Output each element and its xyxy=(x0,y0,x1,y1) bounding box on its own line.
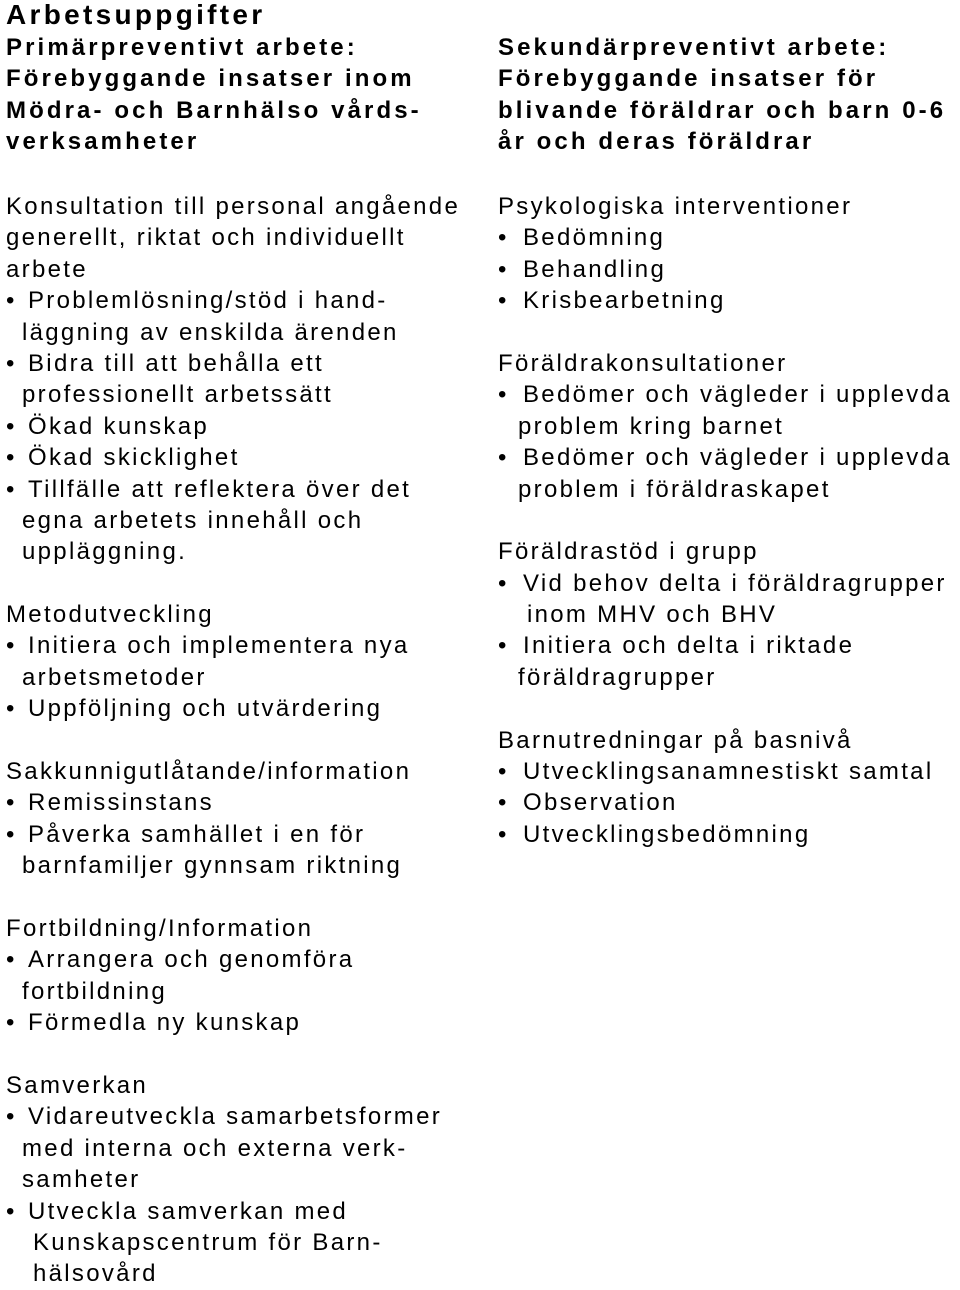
bullet-item xyxy=(6,787,490,818)
bullet-text: Bedömer och vägleder i upplevda xyxy=(523,444,952,472)
bullet-icon xyxy=(498,756,523,787)
bullet-continuation: föräldragrupper xyxy=(518,663,717,691)
bullet-icon xyxy=(498,630,523,661)
section-label: Sakkunnigutlåtande/information xyxy=(6,758,412,786)
section-label: Föräldrastöd i grupp xyxy=(498,538,759,566)
bullet-continuation: läggning av enskilda ärenden xyxy=(22,318,399,346)
section-label: Föräldrakonsultationer xyxy=(498,349,788,377)
bullet-icon xyxy=(498,442,523,473)
bullet-text: Vid behov delta i föräldragrupper xyxy=(523,569,947,597)
bullet-text: Tillfälle att reflektera över det xyxy=(28,475,412,503)
left-heading-line: verksamheter xyxy=(6,128,200,156)
bullet-item xyxy=(6,474,490,505)
section-label: arbete xyxy=(6,255,88,283)
bullet-item xyxy=(498,254,958,285)
section-label: Metodutveckling xyxy=(6,601,214,629)
bullet-icon xyxy=(6,693,28,724)
bullet-item xyxy=(498,819,958,850)
section-barnutredningar xyxy=(498,725,958,851)
left-heading-line: Primärpreventivt arbete: xyxy=(6,34,358,61)
section-konsultation xyxy=(6,191,490,568)
bullet-text: Uppföljning och utvärdering xyxy=(28,695,383,723)
bullet-item xyxy=(6,944,490,975)
bullet-icon xyxy=(6,1196,28,1227)
bullet-item xyxy=(498,756,958,787)
section-label: Samverkan xyxy=(6,1071,149,1099)
section-label: generellt, riktat och individuellt xyxy=(6,224,406,252)
bullet-text: Remissinstans xyxy=(28,789,214,817)
bullet-continuation: uppläggning. xyxy=(22,538,188,566)
bullet-item xyxy=(498,568,958,599)
bullet-icon xyxy=(6,411,28,442)
bullet-icon xyxy=(498,285,523,316)
section-label: Fortbildning/Information xyxy=(6,914,314,942)
right-column xyxy=(498,191,958,850)
bullet-text: Förmedla ny kunskap xyxy=(28,1009,302,1037)
bullet-icon xyxy=(498,379,523,410)
bullet-text: Initiera och implementera nya xyxy=(28,632,410,660)
bullet-item xyxy=(6,1101,490,1132)
bullet-text: Arrangera och genomföra xyxy=(28,946,355,974)
bullet-item xyxy=(6,630,490,661)
bullet-item xyxy=(498,630,958,661)
bullet-item xyxy=(6,1007,490,1038)
bullet-icon xyxy=(6,1101,28,1132)
bullet-item xyxy=(498,379,958,410)
bullet-item xyxy=(6,442,490,473)
bullet-text: Ökad kunskap xyxy=(28,412,210,440)
bullet-continuation: med interna och externa verk- xyxy=(22,1134,408,1162)
bullet-icon xyxy=(6,285,28,316)
bullet-continuation: Kunskapscentrum för Barn- xyxy=(33,1228,383,1256)
bullet-text: Krisbearbetning xyxy=(523,287,726,315)
bullet-continuation: professionellt arbetssätt xyxy=(22,381,333,409)
bullet-icon xyxy=(6,348,28,379)
bullet-item xyxy=(498,442,958,473)
bullet-icon xyxy=(6,819,28,850)
bullet-icon xyxy=(6,442,28,473)
bullet-icon xyxy=(498,787,523,818)
bullet-text: Bedömning xyxy=(523,224,666,252)
bullet-continuation: fortbildning xyxy=(22,977,168,1005)
left-heading xyxy=(6,32,490,158)
right-heading-line: Sekundärpreventivt arbete: xyxy=(498,34,890,61)
left-column xyxy=(6,191,490,1290)
section-metodutveckling xyxy=(6,599,490,725)
bullet-continuation: hälsovård xyxy=(33,1260,158,1288)
bullet-text: Utveckla samverkan med xyxy=(28,1197,349,1225)
bullet-item xyxy=(498,285,958,316)
section-fortbildning xyxy=(6,913,490,1039)
bullet-icon xyxy=(498,568,523,599)
section-foraldrakonsultationer xyxy=(498,348,958,505)
bullet-icon xyxy=(6,1007,28,1038)
bullet-item xyxy=(6,819,490,850)
page-title: Arbetsuppgifter xyxy=(6,0,266,30)
bullet-continuation: arbetsmetoder xyxy=(22,663,207,691)
bullet-text: Behandling xyxy=(523,255,667,283)
bullet-continuation: barnfamiljer gynnsam riktning xyxy=(22,852,403,880)
bullet-item xyxy=(6,348,490,379)
bullet-continuation: samheter xyxy=(22,1166,141,1194)
bullet-text: Vidareutveckla samarbetsformer xyxy=(28,1103,443,1131)
right-heading-line: år och deras föräldrar xyxy=(498,128,815,156)
right-heading-line: Förebyggande insatser för xyxy=(498,65,879,93)
section-foraldrastod-i-grupp xyxy=(498,536,958,693)
bullet-icon xyxy=(6,630,28,661)
bullet-item xyxy=(6,411,490,442)
bullet-text: Ökad skicklighet xyxy=(28,444,240,472)
bullet-icon xyxy=(498,819,523,850)
bullet-continuation: problem kring barnet xyxy=(518,412,785,440)
bullet-item xyxy=(6,285,490,316)
bullet-text: Påverka samhället i en för xyxy=(28,820,366,848)
bullet-text: Bedömer och vägleder i upplevda xyxy=(523,381,952,409)
bullet-icon xyxy=(6,787,28,818)
bullet-item xyxy=(498,222,958,253)
section-psykologiska-interventioner xyxy=(498,191,958,317)
bullet-icon xyxy=(6,944,28,975)
right-heading xyxy=(498,32,958,158)
section-sakkunnigutlatande xyxy=(6,756,490,882)
bullet-text: Utvecklingsbedömning xyxy=(523,820,811,848)
bullet-item xyxy=(6,1196,490,1227)
bullet-item xyxy=(498,787,958,818)
bullet-icon xyxy=(498,254,523,285)
bullet-text: Bidra till att behålla ett xyxy=(28,349,324,377)
left-heading-line: Förebyggande insatser inom xyxy=(6,65,415,93)
bullet-text: Observation xyxy=(523,789,678,817)
section-samverkan xyxy=(6,1070,490,1290)
bullet-continuation: problem i föräldraskapet xyxy=(518,475,831,503)
section-label: Psykologiska interventioner xyxy=(498,193,853,220)
section-label: Barnutredningar på basnivå xyxy=(498,726,853,754)
bullet-icon xyxy=(6,474,28,505)
bullet-text: Problemlösning/stöd i hand- xyxy=(28,287,388,315)
left-heading-line: Mödra- och Barnhälso vårds- xyxy=(6,96,422,124)
bullet-continuation: inom MHV och BHV xyxy=(527,601,778,629)
bullet-item xyxy=(6,693,490,724)
bullet-continuation: egna arbetets innehåll och xyxy=(22,506,364,534)
bullet-text: Utvecklingsanamnestiskt samtal xyxy=(523,758,934,786)
section-label: Konsultation till personal angående xyxy=(6,193,461,220)
bullet-icon xyxy=(498,222,523,253)
bullet-text: Initiera och delta i riktade xyxy=(523,632,855,660)
right-heading-line: blivande föräldrar och barn 0-6 xyxy=(498,96,947,124)
